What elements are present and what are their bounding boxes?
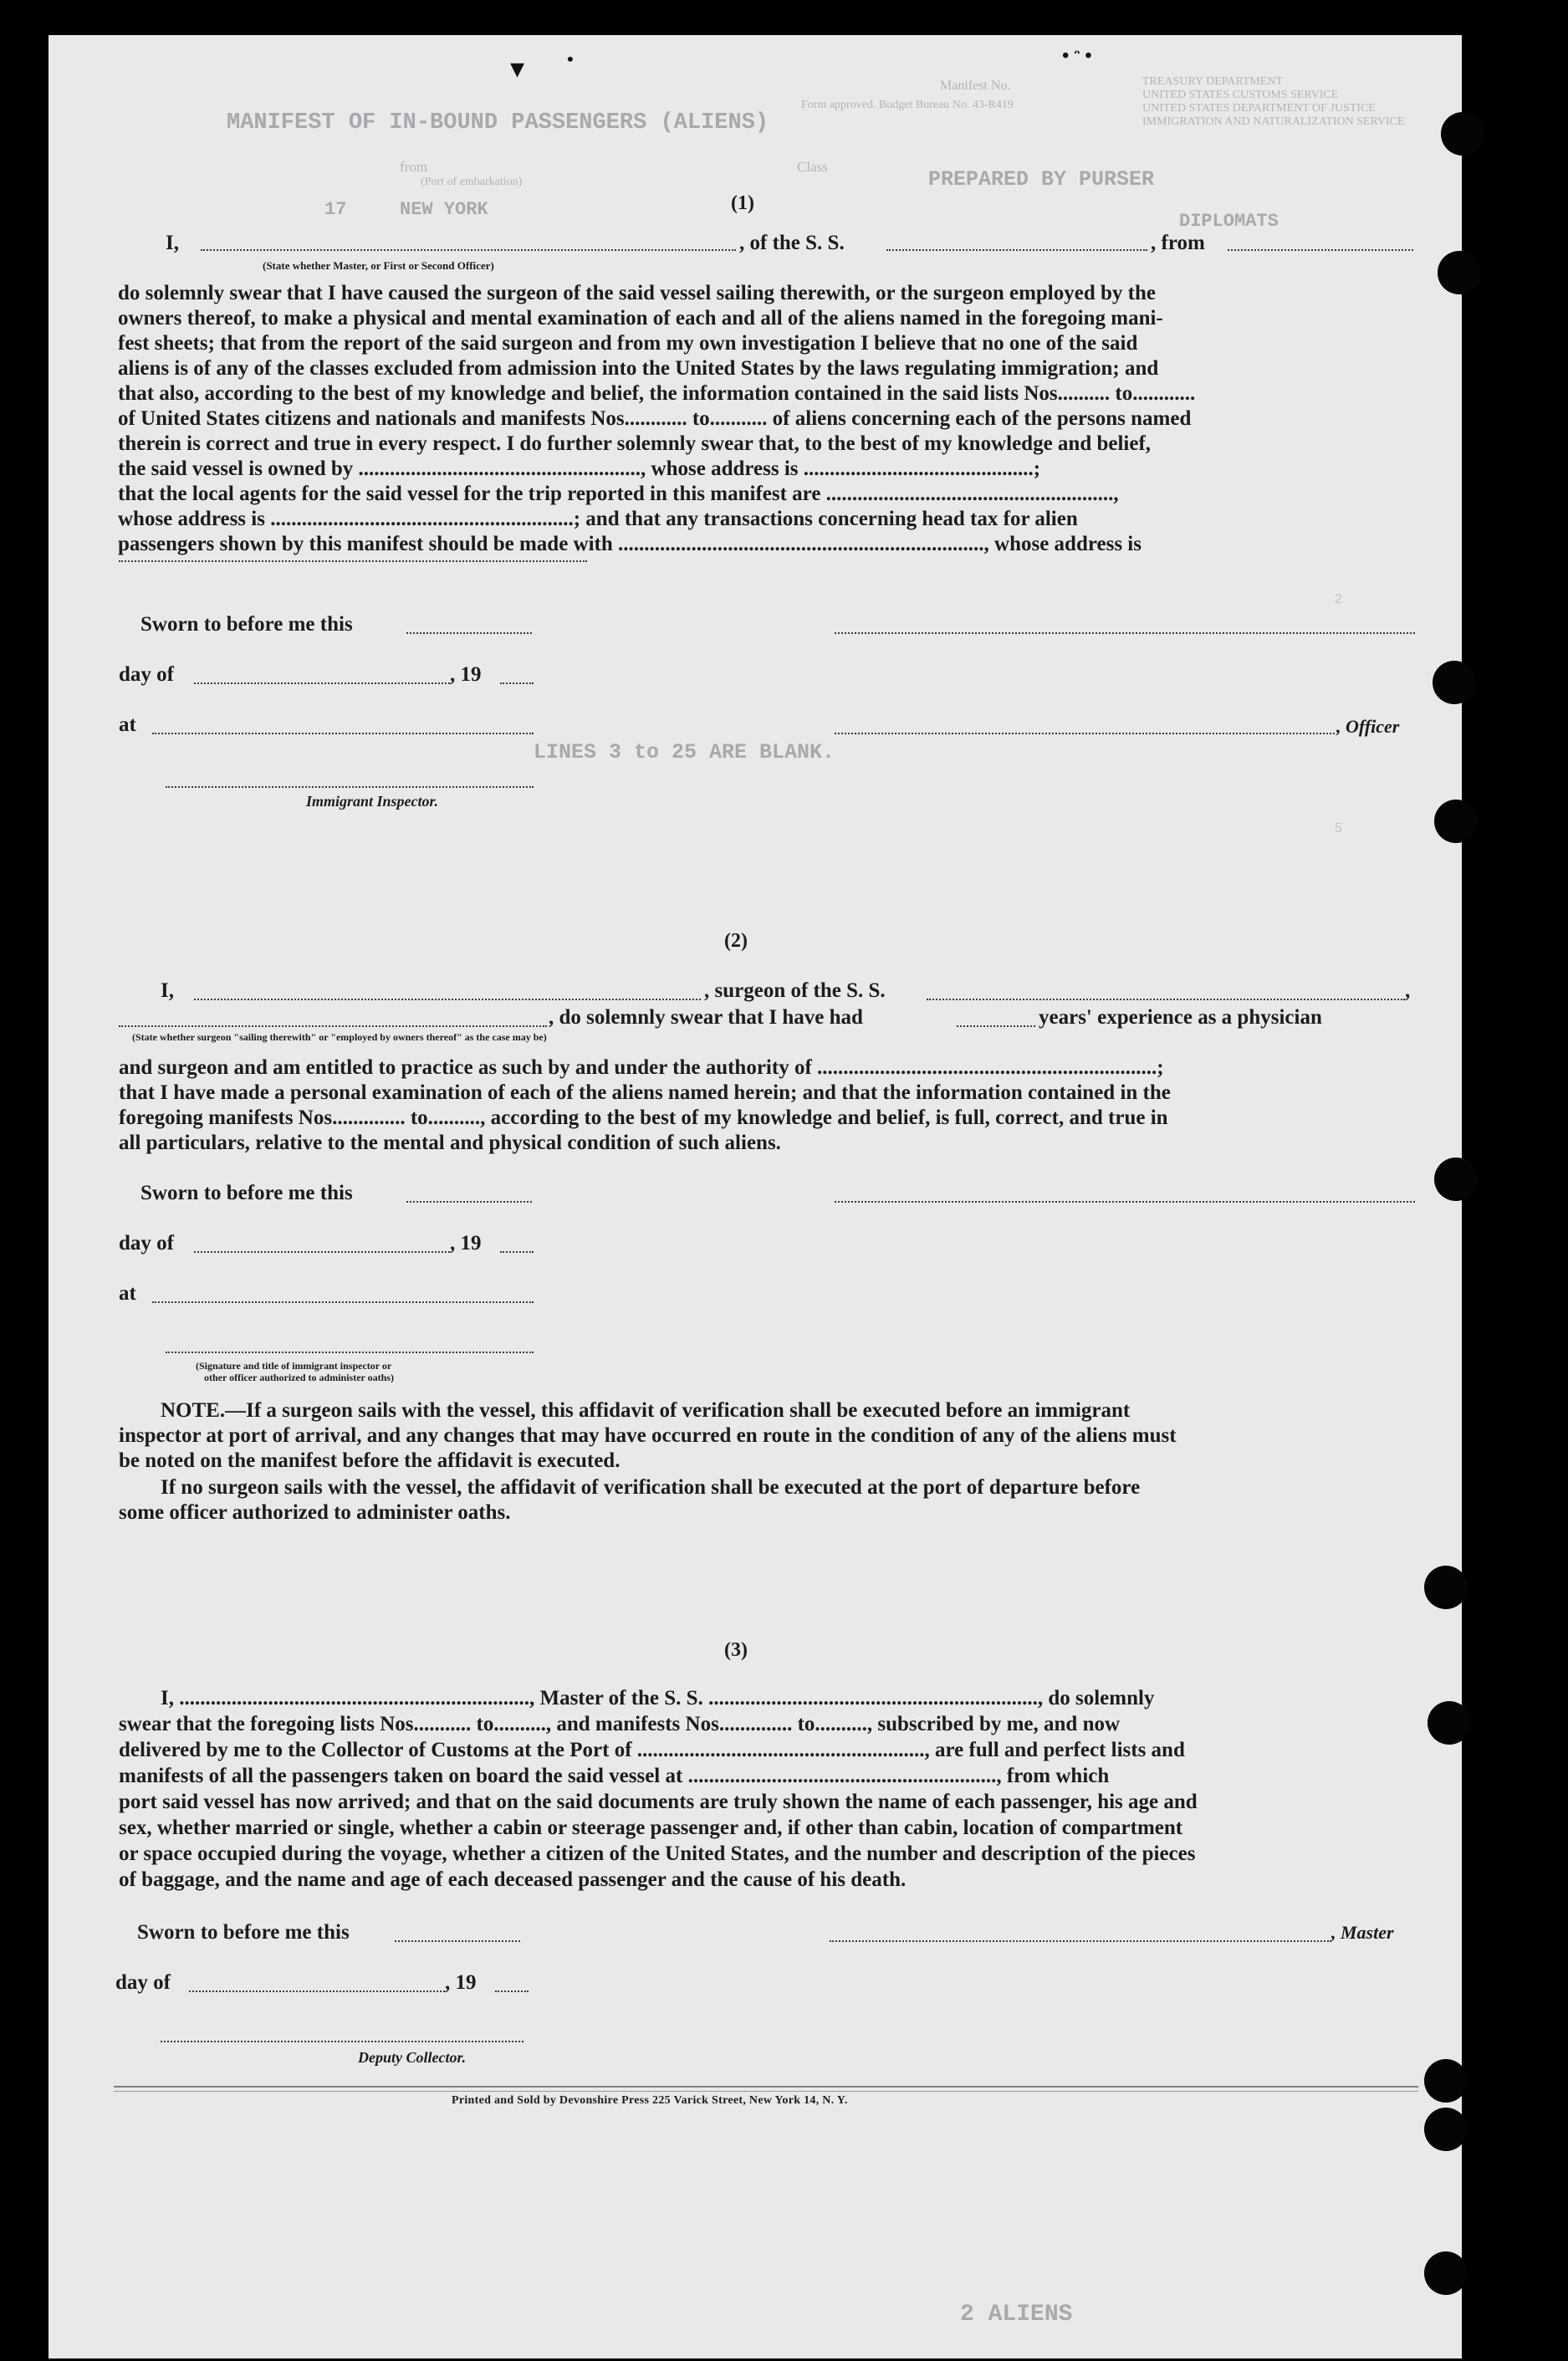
- s1-body-line: whose address is ..........................................................; and that any transactions concerning head tax for alien: [118, 508, 1078, 530]
- s1-body-line: therein is correct and true in every respect. I do further solemnly swear that, to the best of my knowledge and belief,: [118, 432, 1152, 455]
- s1-year-field[interactable]: [500, 682, 534, 684]
- class-ghost: Class: [797, 159, 828, 175]
- section-2-number: (2): [724, 930, 748, 952]
- s1-inspector-caption: Immigrant Inspector.: [306, 793, 439, 810]
- punch-hole: [1428, 1701, 1471, 1745]
- s1-body-line: of United States citizens and nationals and manifests Nos............ to........... of aliens concerning each of the persons named: [118, 407, 1192, 430]
- s2-at: at: [119, 1282, 136, 1305]
- s3-body-line: I, ..................................................................., Master of the S. S. ..............................................................., do solemnly: [161, 1687, 1155, 1709]
- s3-sworn: Sworn to before me this: [137, 1921, 350, 1944]
- s1-officer-field[interactable]: [201, 249, 736, 251]
- footer-rule: [114, 2086, 1418, 2088]
- from-ghost: from: [400, 159, 428, 175]
- punch-hole: [1424, 1566, 1468, 1609]
- s1-officer-label: , Officer: [1336, 716, 1400, 737]
- punch-hole: [1441, 112, 1484, 156]
- port-arrival-ghost: NEW YORK: [400, 199, 488, 220]
- punch-hole: [1424, 2251, 1468, 2295]
- s1-line-i: I,: [166, 232, 179, 254]
- s2-line-i-mid: , do solemnly swear that I have had: [549, 1006, 863, 1029]
- section-1-number: (1): [731, 192, 754, 214]
- s2-year-field[interactable]: [500, 1251, 534, 1253]
- s3-body-line: port said vessel has now arrived; and that on the said documents are truly shown the name of each passenger, his age and: [119, 1791, 1198, 1813]
- s3-year: , 19: [445, 1971, 477, 1994]
- section-3-number: (3): [724, 1639, 748, 1661]
- s1-address-field[interactable]: [119, 560, 587, 562]
- lines-stamp-ghost: LINES 3 to 25 ARE BLANK.: [534, 740, 835, 764]
- s1-body-line: passengers shown by this manifest should be made with ......................................................................, whose address is: [118, 533, 1142, 555]
- s3-sworn-field[interactable]: [395, 1940, 520, 1942]
- s2-year: , 19: [450, 1232, 482, 1255]
- s1-vessel-field[interactable]: [886, 249, 1147, 251]
- s2-note-line: some officer authorized to administer oaths.: [119, 1501, 511, 1524]
- s1-from-field[interactable]: [1228, 249, 1413, 251]
- date-ghost: 17: [324, 199, 347, 220]
- s2-note-line: inspector at port of arrival, and any changes that may have occurred en route in the condition of any of the aliens must: [119, 1424, 1177, 1447]
- s3-body-line: delivered by me to the Collector of Customs at the Port of ......................................................., are full and perfect lists and: [119, 1739, 1185, 1761]
- printer-imprint: Printed and Sold by Devonshire Press 225 Varick Street, New York 14, N. Y.: [452, 2094, 848, 2107]
- s2-sworn-field[interactable]: [406, 1201, 532, 1203]
- s2-sig-caption: other officer authorized to administer oaths): [204, 1372, 394, 1383]
- s1-line-i-mid: , of the S. S.: [739, 232, 845, 254]
- s3-master-sign-field[interactable]: [830, 1940, 1331, 1942]
- s3-body-line: or space occupied during the voyage, whether a citizen of the United States, and the number and description of the pieces: [119, 1842, 1196, 1865]
- s2-line-i-mid2: years' experience as a physician: [1039, 1006, 1322, 1029]
- diplomat-ghost: DIPLOMATS: [1179, 211, 1279, 232]
- scan-mark: • ᵔ •: [1062, 45, 1092, 67]
- s2-signature-field[interactable]: [835, 1201, 1415, 1203]
- footer-rule-thin: [114, 2091, 1418, 2092]
- punch-hole: [1438, 251, 1481, 294]
- s2-line-i: I,: [161, 979, 174, 1002]
- s2-sig-caption: (Signature and title of immigrant inspector or: [196, 1360, 392, 1372]
- s2-note-line: be noted on the manifest before the affidavit is executed.: [119, 1449, 621, 1472]
- s3-body-line: of baggage, and the name and age of each deceased passenger and the cause of his death.: [119, 1868, 907, 1891]
- s1-body-line: fest sheets; that from the report of the said surgeon and from my own investigation I believe that no one of the said: [118, 332, 1138, 355]
- s1-inspector-sign-field[interactable]: [166, 786, 534, 788]
- s3-day-of: day of: [115, 1971, 171, 1994]
- s2-body-line: and surgeon and am entitled to practice as such by and under the authority of .................................................................;: [119, 1056, 1164, 1079]
- s1-line-i-end: , from: [1151, 232, 1205, 254]
- s2-type-field[interactable]: [119, 1025, 547, 1027]
- s3-body-line: swear that the foregoing lists Nos........... to.........., and manifests Nos.............. to.........., subscribed by me, and now: [119, 1713, 1121, 1735]
- s3-body-line: sex, whether married or single, whether a cabin or steerage passenger and, if other than cabin, location of compartment: [119, 1817, 1183, 1839]
- scan-mark: ▾: [510, 54, 525, 84]
- punch-hole: [1434, 1158, 1478, 1201]
- s1-day-field[interactable]: [194, 682, 450, 684]
- document-page: [49, 35, 1462, 2358]
- s2-body-line: that I have made a personal examination of each of the aliens named herein; and that the information contained in the: [119, 1081, 1171, 1104]
- s2-note-line: NOTE.—If a surgeon sails with the vessel, this affidavit of verification shall be executed before an immigrant: [161, 1399, 1131, 1422]
- s2-at-field[interactable]: [152, 1301, 534, 1303]
- s2-caption: (State whether surgeon "sailing therewith" or "employed by owners thereof" as the case may be): [132, 1031, 547, 1043]
- form-note-ghost: Form approved. Budget Bureau No. 43-R419: [801, 99, 1014, 111]
- s2-day-of: day of: [119, 1232, 174, 1255]
- s3-collector-sign-field[interactable]: [161, 2041, 524, 2042]
- s3-body-line: manifests of all the passengers taken on board the said vessel at ..........................................................., from which: [119, 1765, 1110, 1787]
- punch-hole: [1424, 2059, 1468, 2103]
- s1-officer-sign-field[interactable]: [835, 733, 1335, 734]
- s2-name-field[interactable]: [194, 999, 701, 1000]
- s1-signature-field[interactable]: [835, 632, 1415, 634]
- s2-vessel-field[interactable]: [927, 999, 1405, 1000]
- s3-day-field[interactable]: [189, 1990, 445, 1992]
- s2-line-surgeon: , surgeon of the S. S.: [704, 979, 886, 1002]
- s1-sworn: Sworn to before me this: [140, 613, 353, 636]
- manifest-title-ghost: MANIFEST OF IN-BOUND PASSENGERS (ALIENS): [227, 110, 769, 135]
- s2-years-field[interactable]: [957, 1025, 1035, 1027]
- s1-at: at: [119, 713, 136, 736]
- s1-officer-caption: (State whether Master, or First or Second Officer): [263, 259, 494, 272]
- scan-mark: •: [567, 49, 574, 69]
- s1-body-line: do solemnly swear that I have caused the surgeon of the said vessel sailing therewith, or the surgeon employed by the: [118, 282, 1156, 304]
- s1-body-line: owners thereof, to make a physical and mental examination of each and all of the aliens named in the foregoing mani-: [118, 307, 1163, 330]
- s3-year-field[interactable]: [495, 1990, 529, 1992]
- s2-inspector-sign-field[interactable]: [166, 1352, 534, 1353]
- port-ghost: (Port of embarkation): [421, 176, 523, 188]
- s2-body-line: all particulars, relative to the mental and physical condition of such aliens.: [119, 1132, 781, 1154]
- prepared-by-ghost: PREPARED BY PURSER: [928, 167, 1155, 192]
- punch-hole: [1434, 800, 1478, 843]
- s1-body-line: the said vessel is owned by ......................................................, whose address is ............................................;: [118, 457, 1041, 480]
- ghost-row-number: 2: [1335, 592, 1342, 606]
- s1-day-of: day of: [119, 663, 174, 686]
- s1-at-field[interactable]: [152, 733, 534, 734]
- s3-collector-caption: Deputy Collector.: [358, 2049, 466, 2066]
- s1-year: , 19: [450, 663, 482, 686]
- s2-day-field[interactable]: [194, 1251, 450, 1253]
- manifest-no-ghost: Manifest No.: [940, 79, 1011, 93]
- punch-hole: [1433, 661, 1476, 704]
- s2-note-line: If no surgeon sails with the vessel, the affidavit of verification shall be executed at the port of departure before: [161, 1476, 1141, 1499]
- s1-body-line: that also, according to the best of my knowledge and belief, the information contained in the said lists Nos.......... to............: [118, 382, 1196, 405]
- s1-body-line: aliens is of any of the classes excluded from admission into the United States by the laws regulating immigration; and: [118, 357, 1159, 380]
- dept-ghost: TREASURY DEPARTMENT UNITED STATES CUSTOMS SERVICE UNITED STATES DEPARTMENT OF JUSTICE IMMIGRATION AND NATURALIZATION SERVICE: [1142, 75, 1405, 128]
- bottom-ghost: 2 ALIENS: [960, 2302, 1073, 2328]
- s1-sworn-field[interactable]: [406, 632, 532, 634]
- s2-comma: ,: [1405, 979, 1411, 1002]
- s2-body-line: foregoing manifests Nos.............. to.........., according to the best of my knowledge and belief, is full, correct, and true in: [119, 1106, 1168, 1129]
- ghost-row-number: 5: [1335, 821, 1342, 836]
- s1-body-line: that the local agents for the said vessel for the trip reported in this manifest are .......................................................,: [118, 483, 1119, 505]
- s3-master-label: , Master: [1331, 1922, 1394, 1943]
- s2-sworn: Sworn to before me this: [140, 1182, 353, 1204]
- punch-hole: [1424, 2108, 1468, 2151]
